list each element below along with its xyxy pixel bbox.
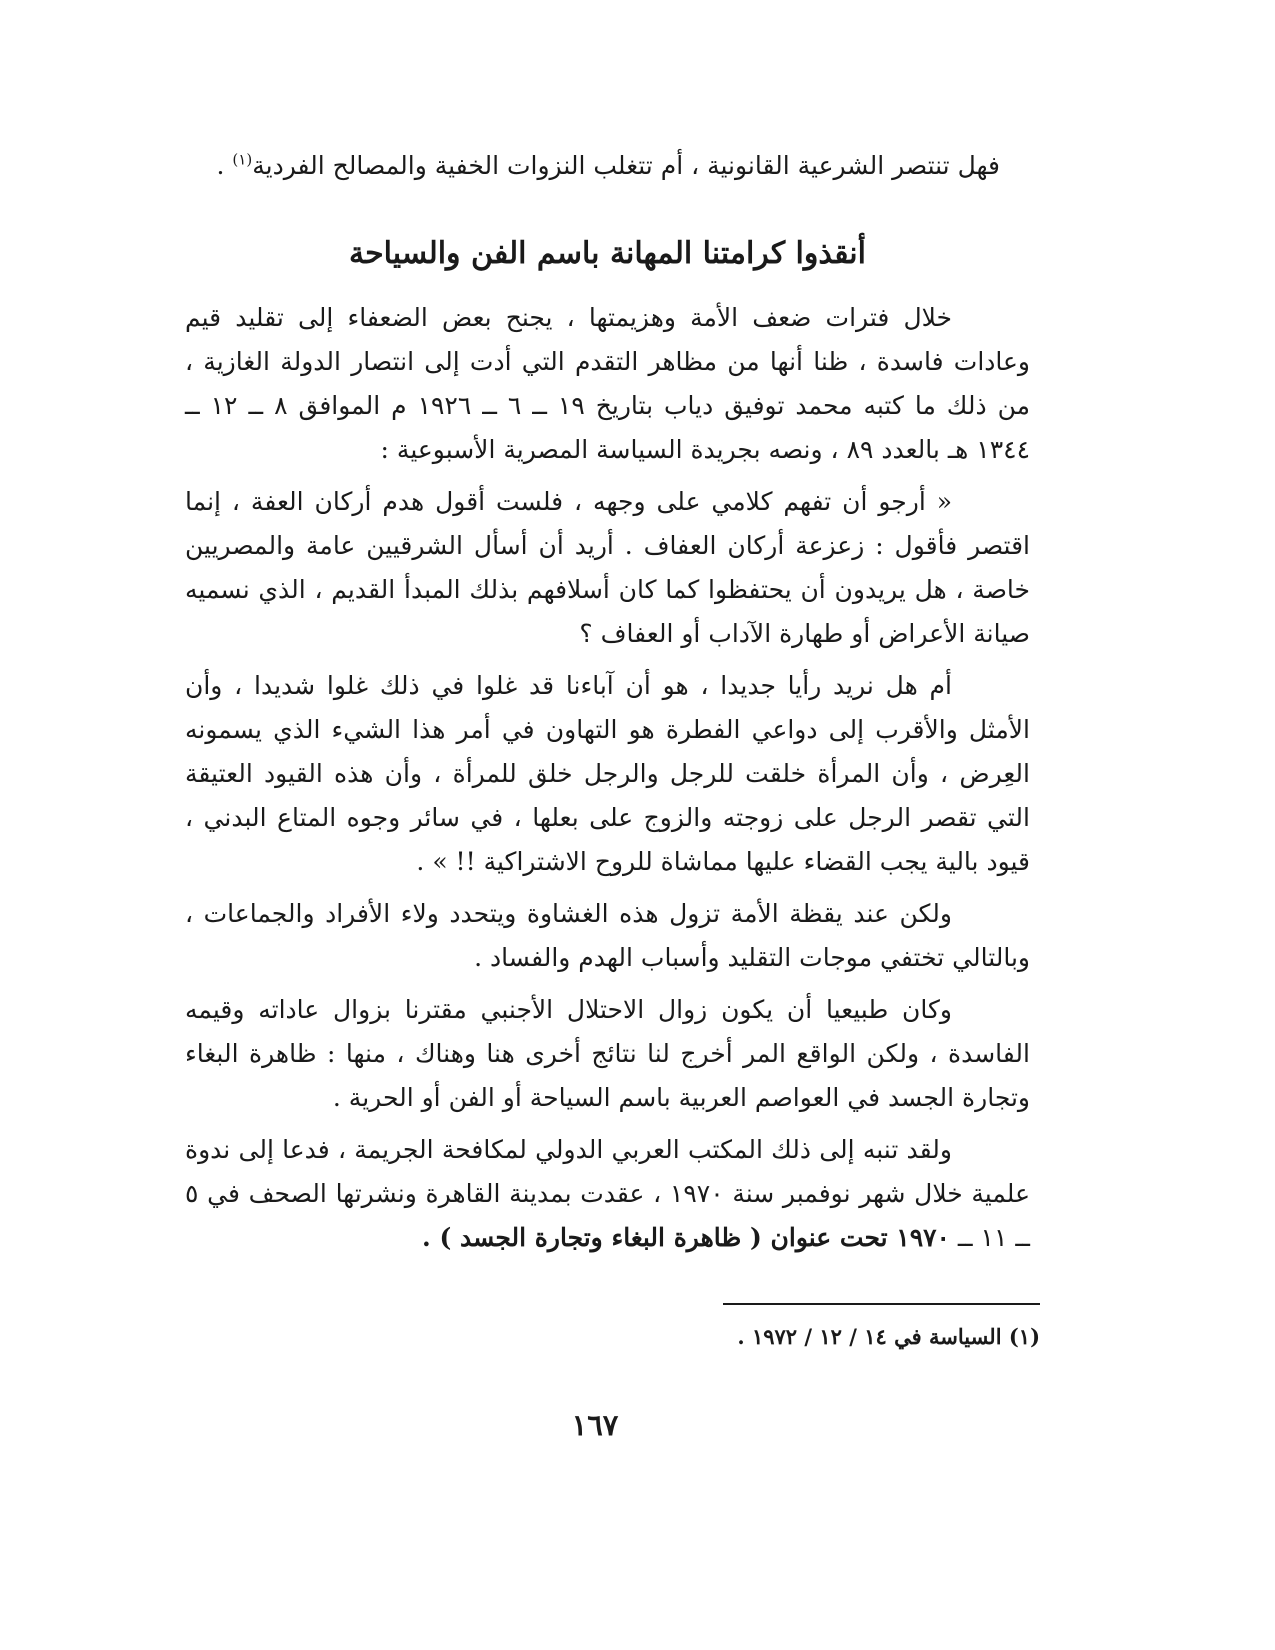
footnote: (١) السياسة في ١٤ / ١٢ / ١٩٧٢ . — [737, 1324, 1040, 1349]
section-title: أنقذوا كرامتنا المهانة باسم الفن والسياحة — [349, 236, 866, 271]
paragraph — [185, 1128, 1030, 1260]
body-text — [185, 296, 1030, 1260]
paragraph: ولكن عند يقظة الأمة تزول هذه الغشاوة ويتحدد ولاء الأفراد والجماعات ، وبالتالي تختفي موجات التقليد وأسباب الهدم والفساد . — [185, 899, 1030, 972]
footnote-divider — [723, 1303, 1040, 1305]
quote-paragraph: أم هل نريد رأيا جديدا ، هو أن آباءنا قد غلوا في ذلك غلوا شديدا ، وأن الأمثل والأقرب إلى دواعي الفطرة هو التهاون في أمر هذا الشيء الذي يسمونه العِرض ، وأن المرأة خلقت للرجل والرجل خلق للمرأة ، وأن هذه القيود العتيقة التي تقصر الرجل على زوجته والزوج على بعلها ، في سائر وجوه المتاع البدني ، قيود بالية يجب القضاء عليها مماشاة للروح الاشتراكية !! » . — [185, 671, 1030, 876]
footnote-reference: (١) — [232, 150, 253, 169]
intro-tail: . — [216, 151, 233, 180]
quote-paragraph: « أرجو أن تفهم كلامي على وجهه ، فلست أقول هدم أركان العفة ، إنما اقتصر فأقول : زعزعة أركان العفاف . أريد أن أسأل الشرقيين عامة والمصريين خاصة ، هل يريدون أن يحتفظوا كما كان أسلافهم بذلك المبدأ القديم ، الذي نسميه صيانة الأعراض أو طهارة الآداب أو العفاف ؟ — [185, 487, 1030, 648]
paragraph-text: ولقد تنبه إلى ذلك المكتب العربي الدولي لمكافحة الجريمة ، فدعا إلى ندوة علمية خلال شهر نوفمبر سنة ١٩٧٠ ، عقدت بمدينة القاهرة ونشرتها الصحف في ٥ ــ ١١ ــ — [185, 1135, 1030, 1252]
intro-line — [185, 144, 1000, 188]
paragraph: خلال فترات ضعف الأمة وهزيمتها ، يجنح بعض الضعفاء إلى تقليد قيم وعادات فاسدة ، ظنا أنها من مظاهر التقدم التي أدت إلى انتصار الدولة الغازية ، من ذلك ما كتبه محمد توفيق دياب بتاريخ ١٩ ــ ٦ ــ ١٩٢٦ م الموافق ٨ ــ ١٢ ــ ١٣٤٤ هـ بالعدد ٨٩ ، ونصه بجريدة السياسة المصرية الأسبوعية : — [185, 303, 1031, 464]
page-number: ١٦٧ — [571, 1408, 619, 1442]
intro-text: فهل تنتصر الشرعية القانونية ، أم تتغلب النزوات الخفية والمصالح الفردية — [252, 151, 1000, 180]
paragraph-bold-text: ١٩٧٠ تحت عنوان ( ظاهرة البغاء وتجارة الجسد ) . — [422, 1223, 950, 1252]
paragraph: وكان طبيعيا أن يكون زوال الاحتلال الأجنبي مقترنا بزوال عاداته وقيمه الفاسدة ، ولكن الواقع المر أخرج لنا نتائج أخرى هنا وهناك ، منها : ظاهرة البغاء وتجارة الجسد في العواصم العربية باسم السياحة أو الفن أو الحرية . — [185, 995, 1030, 1112]
